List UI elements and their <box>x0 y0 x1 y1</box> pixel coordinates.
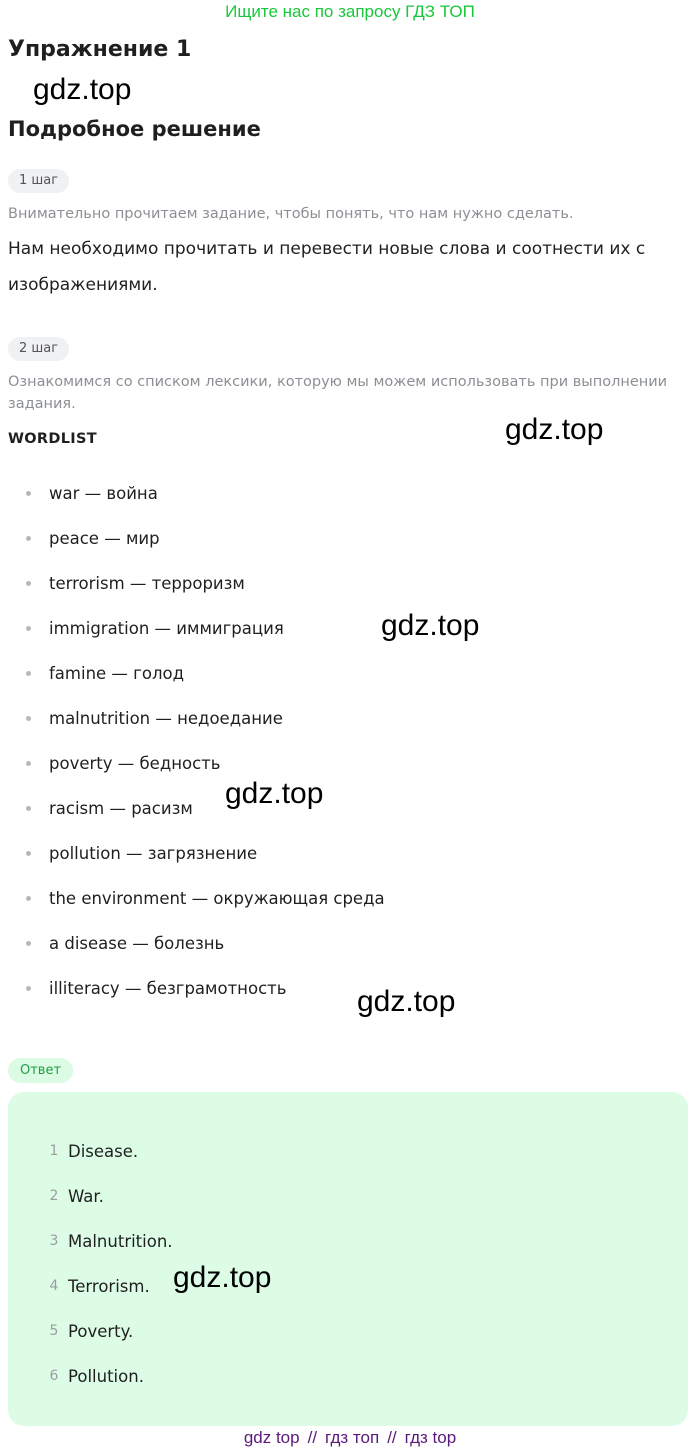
bullet-icon <box>26 896 31 901</box>
wordlist-item <box>0 516 600 561</box>
wordlist-item-text: a disease — болезнь <box>49 934 225 953</box>
watermark: gdz.top <box>381 609 480 642</box>
wordlist-item-text: war — война <box>49 484 158 503</box>
wordlist-item-text: the environment — окружающая среда <box>49 889 385 908</box>
top-banner[interactable]: Ищите нас по запросу ГДЗ ТОП <box>225 2 475 21</box>
exercise-title: Упражнение 1 <box>8 37 192 62</box>
wordlist-item-text: peace — мир <box>49 529 160 548</box>
wordlist-item-text: terrorism — терроризм <box>49 574 245 593</box>
bullet-icon <box>26 986 31 991</box>
bullet-icon <box>26 941 31 946</box>
answer-number: 2 <box>49 1188 59 1204</box>
answer-text: Terrorism. <box>68 1277 150 1296</box>
step-badge: 1 шаг <box>8 169 69 193</box>
footer-separator: // <box>387 1428 397 1447</box>
answer-badge: Ответ <box>8 1058 73 1083</box>
wordlist-item-text: poverty — бедность <box>49 754 221 773</box>
footer-link[interactable]: гдз топ <box>325 1428 380 1447</box>
step-hint: Внимательно прочитаем задание, чтобы понять, что нам нужно сделать. <box>8 206 574 222</box>
section-title: Подробное решение <box>8 117 261 141</box>
answer-box <box>8 1092 688 1426</box>
answer-text: Pollution. <box>68 1367 144 1386</box>
footer-separator: // <box>307 1428 318 1447</box>
bullet-icon <box>26 716 31 721</box>
watermark: gdz.top <box>505 413 604 446</box>
bullet-icon <box>26 626 31 631</box>
watermark: gdz.top <box>33 73 132 106</box>
wordlist-item <box>0 876 600 921</box>
wordlist-item <box>0 966 600 1011</box>
wordlist-item <box>0 651 600 696</box>
wordlist-item-text: famine — голод <box>49 664 184 683</box>
footer-link[interactable]: гдз top <box>404 1428 457 1447</box>
footer-links <box>0 1426 700 1450</box>
answer-number: 5 <box>49 1323 59 1339</box>
bullet-icon <box>26 851 31 856</box>
watermark: gdz.top <box>173 1261 272 1294</box>
wordlist-item <box>0 831 600 876</box>
wordlist-item-text: malnutrition — недоедание <box>49 709 283 728</box>
answer-text: War. <box>68 1187 104 1206</box>
bullet-icon <box>26 806 31 811</box>
step-badge: 2 шаг <box>8 337 69 361</box>
answer-text: Disease. <box>68 1142 139 1161</box>
wordlist-heading: WORDLIST <box>8 431 97 447</box>
answer-text: Malnutrition. <box>68 1232 173 1251</box>
answer-text: Poverty. <box>68 1322 134 1341</box>
watermark: gdz.top <box>357 985 456 1018</box>
footer-link[interactable]: gdz top <box>243 1428 300 1447</box>
answer-number: 3 <box>49 1233 59 1249</box>
wordlist-item <box>0 606 600 651</box>
bullet-icon <box>26 671 31 676</box>
bullet-icon <box>26 491 31 496</box>
wordlist-item <box>0 696 600 741</box>
wordlist-item <box>0 561 600 606</box>
answer-number: 1 <box>49 1143 59 1159</box>
wordlist-item-text: illiteracy — безграмотность <box>49 979 287 998</box>
wordlist <box>0 471 600 1011</box>
wordlist-item-text: immigration — иммиграция <box>49 619 284 638</box>
answer-number: 6 <box>49 1368 59 1384</box>
wordlist-item <box>0 471 600 516</box>
wordlist-item <box>0 921 600 966</box>
answer-number: 4 <box>49 1278 59 1294</box>
wordlist-item-text: pollution — загрязнение <box>49 844 258 863</box>
step-text: Нам необходимо прочитать и перевести новые слова и соотнести их с изображениями. <box>8 239 646 295</box>
step-hint: Ознакомимся со списком лексики, которую мы можем использовать при выполнении задания. <box>8 374 668 412</box>
wordlist-item-text: racism — расизм <box>49 799 193 818</box>
bullet-icon <box>26 581 31 586</box>
bullet-icon <box>26 761 31 766</box>
watermark: gdz.top <box>225 777 324 810</box>
bullet-icon <box>26 536 31 541</box>
